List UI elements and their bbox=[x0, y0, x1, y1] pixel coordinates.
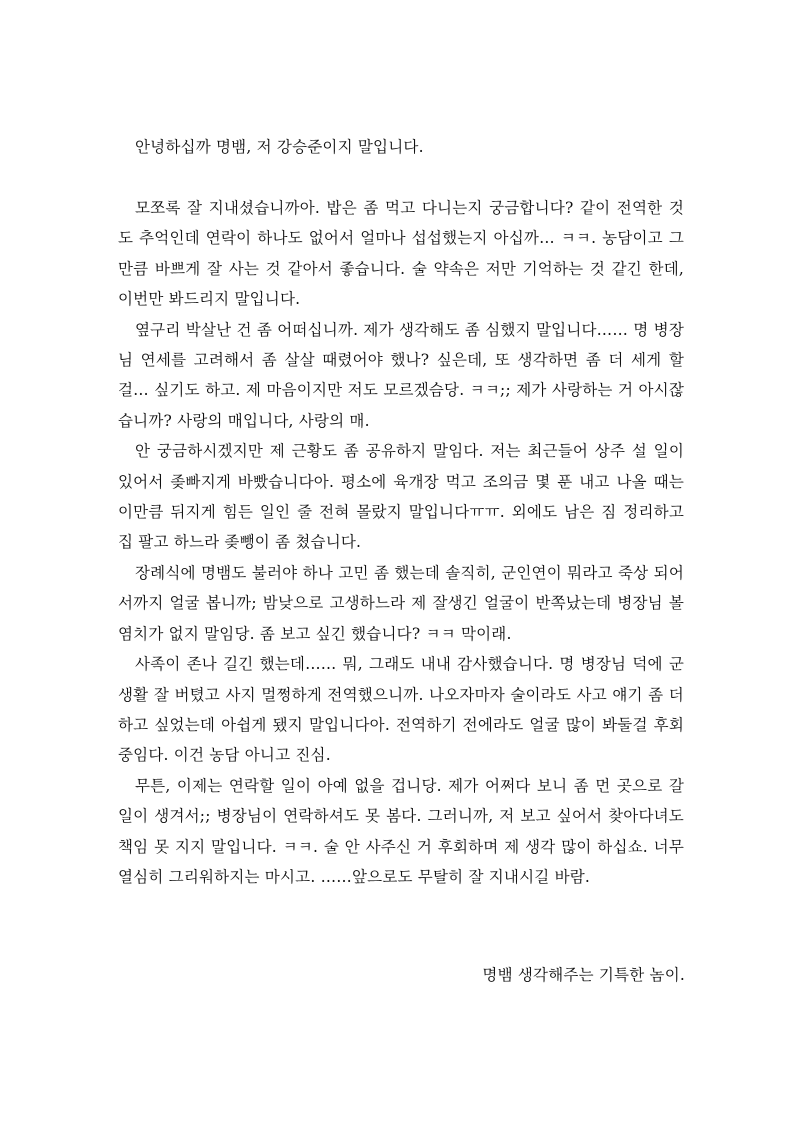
letter-greeting: 안녕하십까 명뱀, 저 강승준이지 말입니다. bbox=[135, 138, 424, 156]
letter-paragraph: 안 궁금하시겠지만 제 근황도 좀 공유하지 말임다. 저는 최근들어 상주 설 일이 있어서 좆빠지게 바빴습니다아. 평소에 육개장 먹고 조의금 몇 푼 내고 나올 때는 이만큼 뒤지게 힘든 일인 줄 전혀 몰랐지 말입니다ㅠㅠ. 외에도 남은 짐 정리하고 집 팔고 하느라 좆뺑이 좀 쳤습니다. bbox=[118, 442, 684, 552]
letter-body bbox=[118, 193, 684, 892]
letter-paragraph: 무튼, 이제는 연락할 일이 아예 없을 겁니당. 제가 어쩌다 보니 좀 먼 곳으로 갈 일이 생겨서;; 병장님이 연락하셔도 못 봄다. 그러니까, 저 보고 싶어서 찾아다녀도 책임 못 지지 말입니다. ㅋㅋ. 술 안 사주신 거 후회하며 제 생각 많이 하십쇼. 너무 열심히 그리워하지는 마시고. ……앞으로도 무탈히 잘 지내시길 바람. bbox=[118, 776, 684, 886]
letter-signature: 명뱀 생각해주는 기특한 놈이. bbox=[482, 966, 685, 984]
letter-paragraph: 장례식에 명뱀도 불러야 하나 고민 좀 했는데 솔직히, 군인연이 뭐라고 죽상 되어서까지 얼굴 봅니까; 밤낮으로 고생하느라 제 잘생긴 얼굴이 반쪽났는데 병장님 볼 염치가 없지 말임당. 좀 보고 싶긴 했습니다? ㅋㅋ 막이래. bbox=[118, 563, 684, 643]
letter-paragraph: 사족이 존나 길긴 했는데…… 뭐, 그래도 내내 감사했습니다. 명 병장님 덕에 군생활 잘 버텼고 사지 멀쩡하게 전역했으니까. 나오자마자 술이라도 사고 얘기 좀 더 하고 싶었는데 아쉽게 됐지 말입니다아. 전역하기 전에라도 얼굴 많이 봐둘걸 후회중임다. 이건 농담 아니고 진심. bbox=[118, 655, 684, 765]
letter-paragraph: 모쪼록 잘 지내셨습니까아. 밥은 좀 먹고 다니는지 궁금합니다? 같이 전역한 것도 추억인데 연락이 하나도 없어서 얼마나 섭섭했는지 아십까… ㅋㅋ. 농담이고 그만큼 바쁘게 잘 사는 것 같아서 좋습니다. 술 약속은 저만 기억하는 것 같긴 한데, 이번만 봐드리지 말입니다. bbox=[118, 199, 684, 309]
letter-paragraph: 옆구리 박살난 건 좀 어떠십니까. 제가 생각해도 좀 심했지 말입니다…… 명 병장님 연세를 고려해서 좀 살살 때렸어야 했나? 싶은데, 또 생각하면 좀 더 세게 할 걸… 싶기도 하고. 제 마음이지만 저도 모르겠슴당. ㅋㅋ;; 제가 사랑하는 거 아시잖습니까? 사랑의 매입니다, 사랑의 매. bbox=[118, 320, 684, 430]
